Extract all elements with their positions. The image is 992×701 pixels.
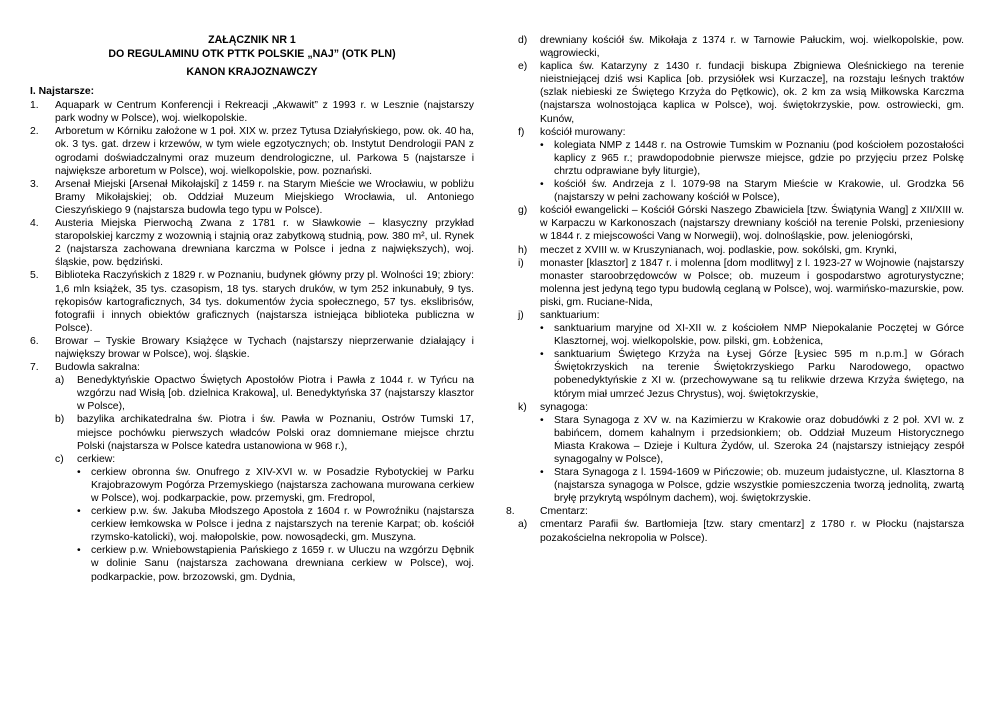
section-heading: I. Najstarsze:	[30, 86, 95, 98]
bullet-icon: •	[77, 506, 81, 518]
list-marker: f)	[518, 126, 525, 138]
list-item	[55, 413, 474, 452]
list-item-text: Aquapark w Centrum Konferencji i Rekreacji „Akwawit” z 1993 r. w Lesznie (najstarszy park wodny w Polsce), woj. wielkopolskie.	[55, 100, 474, 125]
list-item	[30, 99, 474, 125]
list-item-text: cmentarz Parafii św. Bartłomieja [tzw. stary cmentarz] z 1780 r. w Płocku (najstarsza pozakościelna nekropolia w Polsce).	[540, 519, 964, 544]
list-item	[540, 348, 964, 400]
list-item-text: Browar – Tyskie Browary Książęce w Tychach (najstarszy nieprzerwanie działający i największy browar w Polsce), woj. śląskie.	[55, 335, 474, 360]
list-item-text: Stara Synagoga z l. 1594-1609 w Pińczowie; ob. muzeum judaistyczne, ul. Klasztorna 8 (najstarsza synagoga w Polsce, gdzie wszystkie pomieszczenia tworzą jednolitą, zwartą bryłę przykrytą wspólnym dachem), woj. świętokrzyskie.	[554, 467, 964, 505]
list-item	[77, 466, 474, 505]
list-item	[518, 518, 964, 544]
list-item-text: cerkiew p.w. Wniebowstąpienia Pańskiego z 1659 r. w Uluczu na wzgórzu Dębnik w dolinie Sanu (najstarsza zachowana drewniana cerkiew w Polsce), woj. podkarpackie, pow. brzozowski, gm. Dydnia,	[91, 545, 474, 583]
right-list	[506, 34, 964, 545]
list-marker: 1.	[30, 100, 39, 112]
list-marker: 8.	[506, 506, 515, 518]
document-subtitle: KANON KRAJOZNAWCZY	[186, 66, 318, 78]
list-item-text: Budowla sakralna:	[55, 362, 140, 374]
list-item	[506, 505, 964, 518]
title-line-2: DO REGULAMINU OTK PTTK POLSKIE „NAJ” (OTK PLN)	[108, 47, 396, 60]
list-item-text: monaster [klasztor] z 1847 r. i molenna [dom modlitwy] z l. 1923-27 w Wojnowie (najstarszy monaster staroobrzędowców w Polsce; ob. muzeum i gospodarstwo agroturystyczne; molenna jest jedyną tego typu budowlą ceglaną w Polsce), woj. warmińsko-mazurskie, pow. piski, gm. Ruciane-Nida,	[540, 257, 964, 308]
list-item	[518, 34, 964, 60]
list-marker: 2.	[30, 126, 39, 138]
list-item	[518, 401, 964, 414]
list-marker: 6.	[30, 335, 39, 347]
list-item	[30, 217, 474, 269]
bullet-icon: •	[77, 466, 81, 478]
bullet-icon: •	[540, 323, 544, 335]
list-marker: j)	[518, 309, 524, 321]
list-item-text: sanktuarium:	[540, 309, 600, 321]
list-item-text: cerkiew p.w. św. Jakuba Młodszego Apostoła z 1604 r. w Powroźniku (najstarsza cerkiew łemkowska w Polsce i jedna z najstarszych na terenie Karpat; ob. kościół rzymsko-katolicki), woj. małopolskie, pow. nowosądecki, gm. Muszyna.	[91, 506, 474, 544]
list-item-text: Arboretum w Kórniku założone w 1 poł. XIX w. przez Tytusa Działyńskiego, pow. ok. 40 ha, ok. 3 tys. gat. drzew i krzewów, w tym wiele egzotycznych; ob. Instytut Dendrologii PAN z ogrodami doświadczalnymi oraz muzeum dendrologiczne, ul. Parkowa 5 (najstarsze i największe arboretum w Polsce), woj. wielkopolskie, pow. poznański.	[55, 126, 474, 177]
list-item-text: Arsenał Miejski [Arsenał Mikołajski] z 1459 r. na Starym Mieście we Wrocławiu, w pobliżu Bramy Mikołajskiej; ob. Oddział Muzeum Miejskiego Wrocławia, ul. Antoniego Cieszyńskiego 9 (najstarsza budowla tego typu w Polsce).	[55, 178, 474, 216]
list-item-text: kaplica św. Katarzyny z 1430 r. fundacji biskupa Zbigniewa Oleśnickiego na terenie nieistniejącej dziś wsi Kaplica [ob. przysiółek wsi Kurzacze], na rozstaju leśnych traktów (szlak niebieski ze Świętego Krzyża do Pętkowic), ok. 2 km za wsią Miłkowska Karczma (najstarsza wolnostojąca kaplica w Polsce), woj. świętokrzyskie, pow. ostrowiecki, gm. Kunów,	[540, 61, 964, 125]
list-item-text: meczet z XVIII w. w Kruszynianach, woj. podlaskie, pow. sokólski, gm. Krynki,	[540, 244, 897, 256]
list-marker: 5.	[30, 270, 39, 282]
list-item	[55, 453, 474, 466]
list-item	[518, 126, 964, 139]
title-line-1: ZAŁĄCZNIK NR 1	[208, 34, 296, 46]
list-marker: k)	[518, 401, 527, 413]
list-item-text: cerkiew obronna św. Onufrego z XIV-XVI w. w Posadzie Rybotyckiej w Parku Krajobrazowym Pogórza Przemyskiego (najstarsza zachowana murowana cerkiew w Polsce), woj. podkarpackie, pow. przemyski, gm. Fredropol,	[91, 466, 474, 504]
bullet-icon: •	[540, 467, 544, 479]
bullet-icon: •	[540, 139, 544, 151]
list-item	[518, 309, 964, 322]
list-marker: 4.	[30, 218, 39, 230]
list-item	[77, 505, 474, 544]
list-item-text: Biblioteka Raczyńskich z 1829 r. w Poznaniu, budynek główny przy pl. Wolności 19; zbiory: 1,6 mln książek, 35 tys. czasopism, 18 tys. starych druków, w tym 252 inkunabuły, 9 tys. rękopisów kartograficznych, 34 tys. dokumentów życia społecznego, 57 tys. ekslibrisów, fotografii i innych obiektów graficznych (najstarsza istniejąca biblioteka publiczna w Polsce).	[55, 270, 474, 334]
right-column	[506, 34, 964, 545]
list-item	[77, 544, 474, 583]
list-item-text: Cmentarz:	[540, 506, 588, 518]
list-item-text: drewniany kościół św. Mikołaja z 1374 r. w Tarnowie Pałuckim, woj. wielkopolskie, pow. wągrowiecki,	[540, 35, 964, 60]
list-item	[518, 204, 964, 243]
list-item-text: sanktuarium maryjne od XI-XII w. z kościołem NMP Niepokalanie Poczętej w Górce Klasztornej, woj. wielkopolskie, pow. pilski, gm. Łobżenica,	[554, 323, 964, 348]
list-item	[30, 335, 474, 361]
list-item-text: bazylika archikatedralna św. Piotra i św. Pawła w Poznaniu, Ostrów Tumski 17, miejsce pochówku pierwszych władców Polski oraz domniemane miejsce chrztu Polski (najstarsza w Polsce katedra ustanowiona w 968 r.),	[77, 414, 474, 452]
left-list	[30, 99, 474, 583]
list-item	[540, 414, 964, 466]
bullet-icon: •	[540, 414, 544, 426]
list-item	[30, 178, 474, 217]
list-marker: a)	[518, 519, 528, 531]
document-title	[30, 34, 474, 61]
list-item	[55, 374, 474, 413]
list-item-text: cerkiew:	[77, 453, 116, 465]
list-marker: 7.	[30, 362, 39, 374]
list-item-text: synagoga:	[540, 401, 588, 413]
list-marker: i)	[518, 257, 524, 269]
list-item-text: kościół murowany:	[540, 126, 626, 138]
list-item-text: Benedyktyńskie Opactwo Świętych Apostołów Piotra i Pawła z 1044 r. w Tyńcu na wzgórzu nad Wisłą [ob. dzielnica Krakowa], ul. Benedyktyńska 37 (najstarszy klasztor w Polsce),	[77, 375, 474, 413]
list-item-text: Austeria Miejska Pierwochą Zwana z 1781 r. w Sławkowie – klasyczny przykład staropolskiej karczmy z wozownią i stajnią oraz zabytkową studnią, pow. 380 m², ul. Rynek 2 (najstarsza zachowana drewniana karczma w Polsce i jedna z największych), woj. śląskie, pow. będziński.	[55, 218, 474, 269]
bullet-icon: •	[540, 349, 544, 361]
list-item	[540, 139, 964, 178]
list-item	[30, 269, 474, 334]
left-column	[30, 34, 474, 584]
list-item-text: Stara Synagoga z XV w. na Kazimierzu w Krakowie oraz dobudówki z 2 poł. XVI w. z babińcem, domem kahalnym i przedsionkiem; ob. Oddział Muzeum Historycznego Miasta Krakowa – Dzieje i Kultura Żydów, ul. Szeroka 24 (najstarszy istniejący zespół synagogalny w Polsce),	[554, 414, 964, 465]
list-item	[540, 178, 964, 204]
list-item	[540, 466, 964, 505]
list-marker: a)	[55, 375, 65, 387]
list-marker: g)	[518, 205, 528, 217]
list-marker: e)	[518, 61, 528, 73]
list-marker: d)	[518, 35, 528, 46]
list-item	[518, 60, 964, 125]
list-marker: c)	[55, 453, 64, 465]
list-item-text: sanktuarium Świętego Krzyża na Łysej Górze [Łysiec 595 m n.p.m.] w Górach Świętokrzyskich na terenie Świętokrzyskiego Parku Narodowego, opactwo pobenedyktyńskie z XI w. (przechowywane są tu relikwie drzewa Krzyża świętego, na którym miał umrzeć Jezus Chrystus), woj. świętokrzyskie,	[554, 349, 964, 400]
list-item-text: kościół św. Andrzeja z l. 1079-98 na Starym Mieście w Krakowie, ul. Grodzka 56 (najstarszy w pełni zachowany kościół w Polsce),	[554, 179, 964, 204]
list-marker: h)	[518, 244, 528, 256]
list-item	[540, 322, 964, 348]
list-item	[30, 361, 474, 374]
bullet-icon: •	[77, 545, 81, 557]
list-item-text: kolegiata NMP z 1448 r. na Ostrowie Tumskim w Poznaniu (pod kościołem pozostałości kaplicy z 965 r.; prawdopodobnie pierwsze miejsce, gdzie po przyjęciu przez Polskę chrztu odprawiane były liturgie),	[554, 139, 964, 177]
list-marker: 3.	[30, 178, 39, 190]
list-item-text: kościół ewangelicki – Kościół Górski Naszego Zbawiciela [tzw. Świątynia Wang] z XII/XIII w. w Karpaczu w Karkonoszach (najstarszy drewniany kościół na terenie Polski, przeniesiony w 1844 r. z miejscowości Vang w Norwegii), woj. dolnośląskie, pow. jeleniogórski,	[540, 205, 964, 243]
list-item	[518, 244, 964, 257]
list-marker: b)	[55, 414, 65, 426]
list-item	[30, 125, 474, 177]
list-item	[518, 257, 964, 309]
bullet-icon: •	[540, 179, 544, 191]
